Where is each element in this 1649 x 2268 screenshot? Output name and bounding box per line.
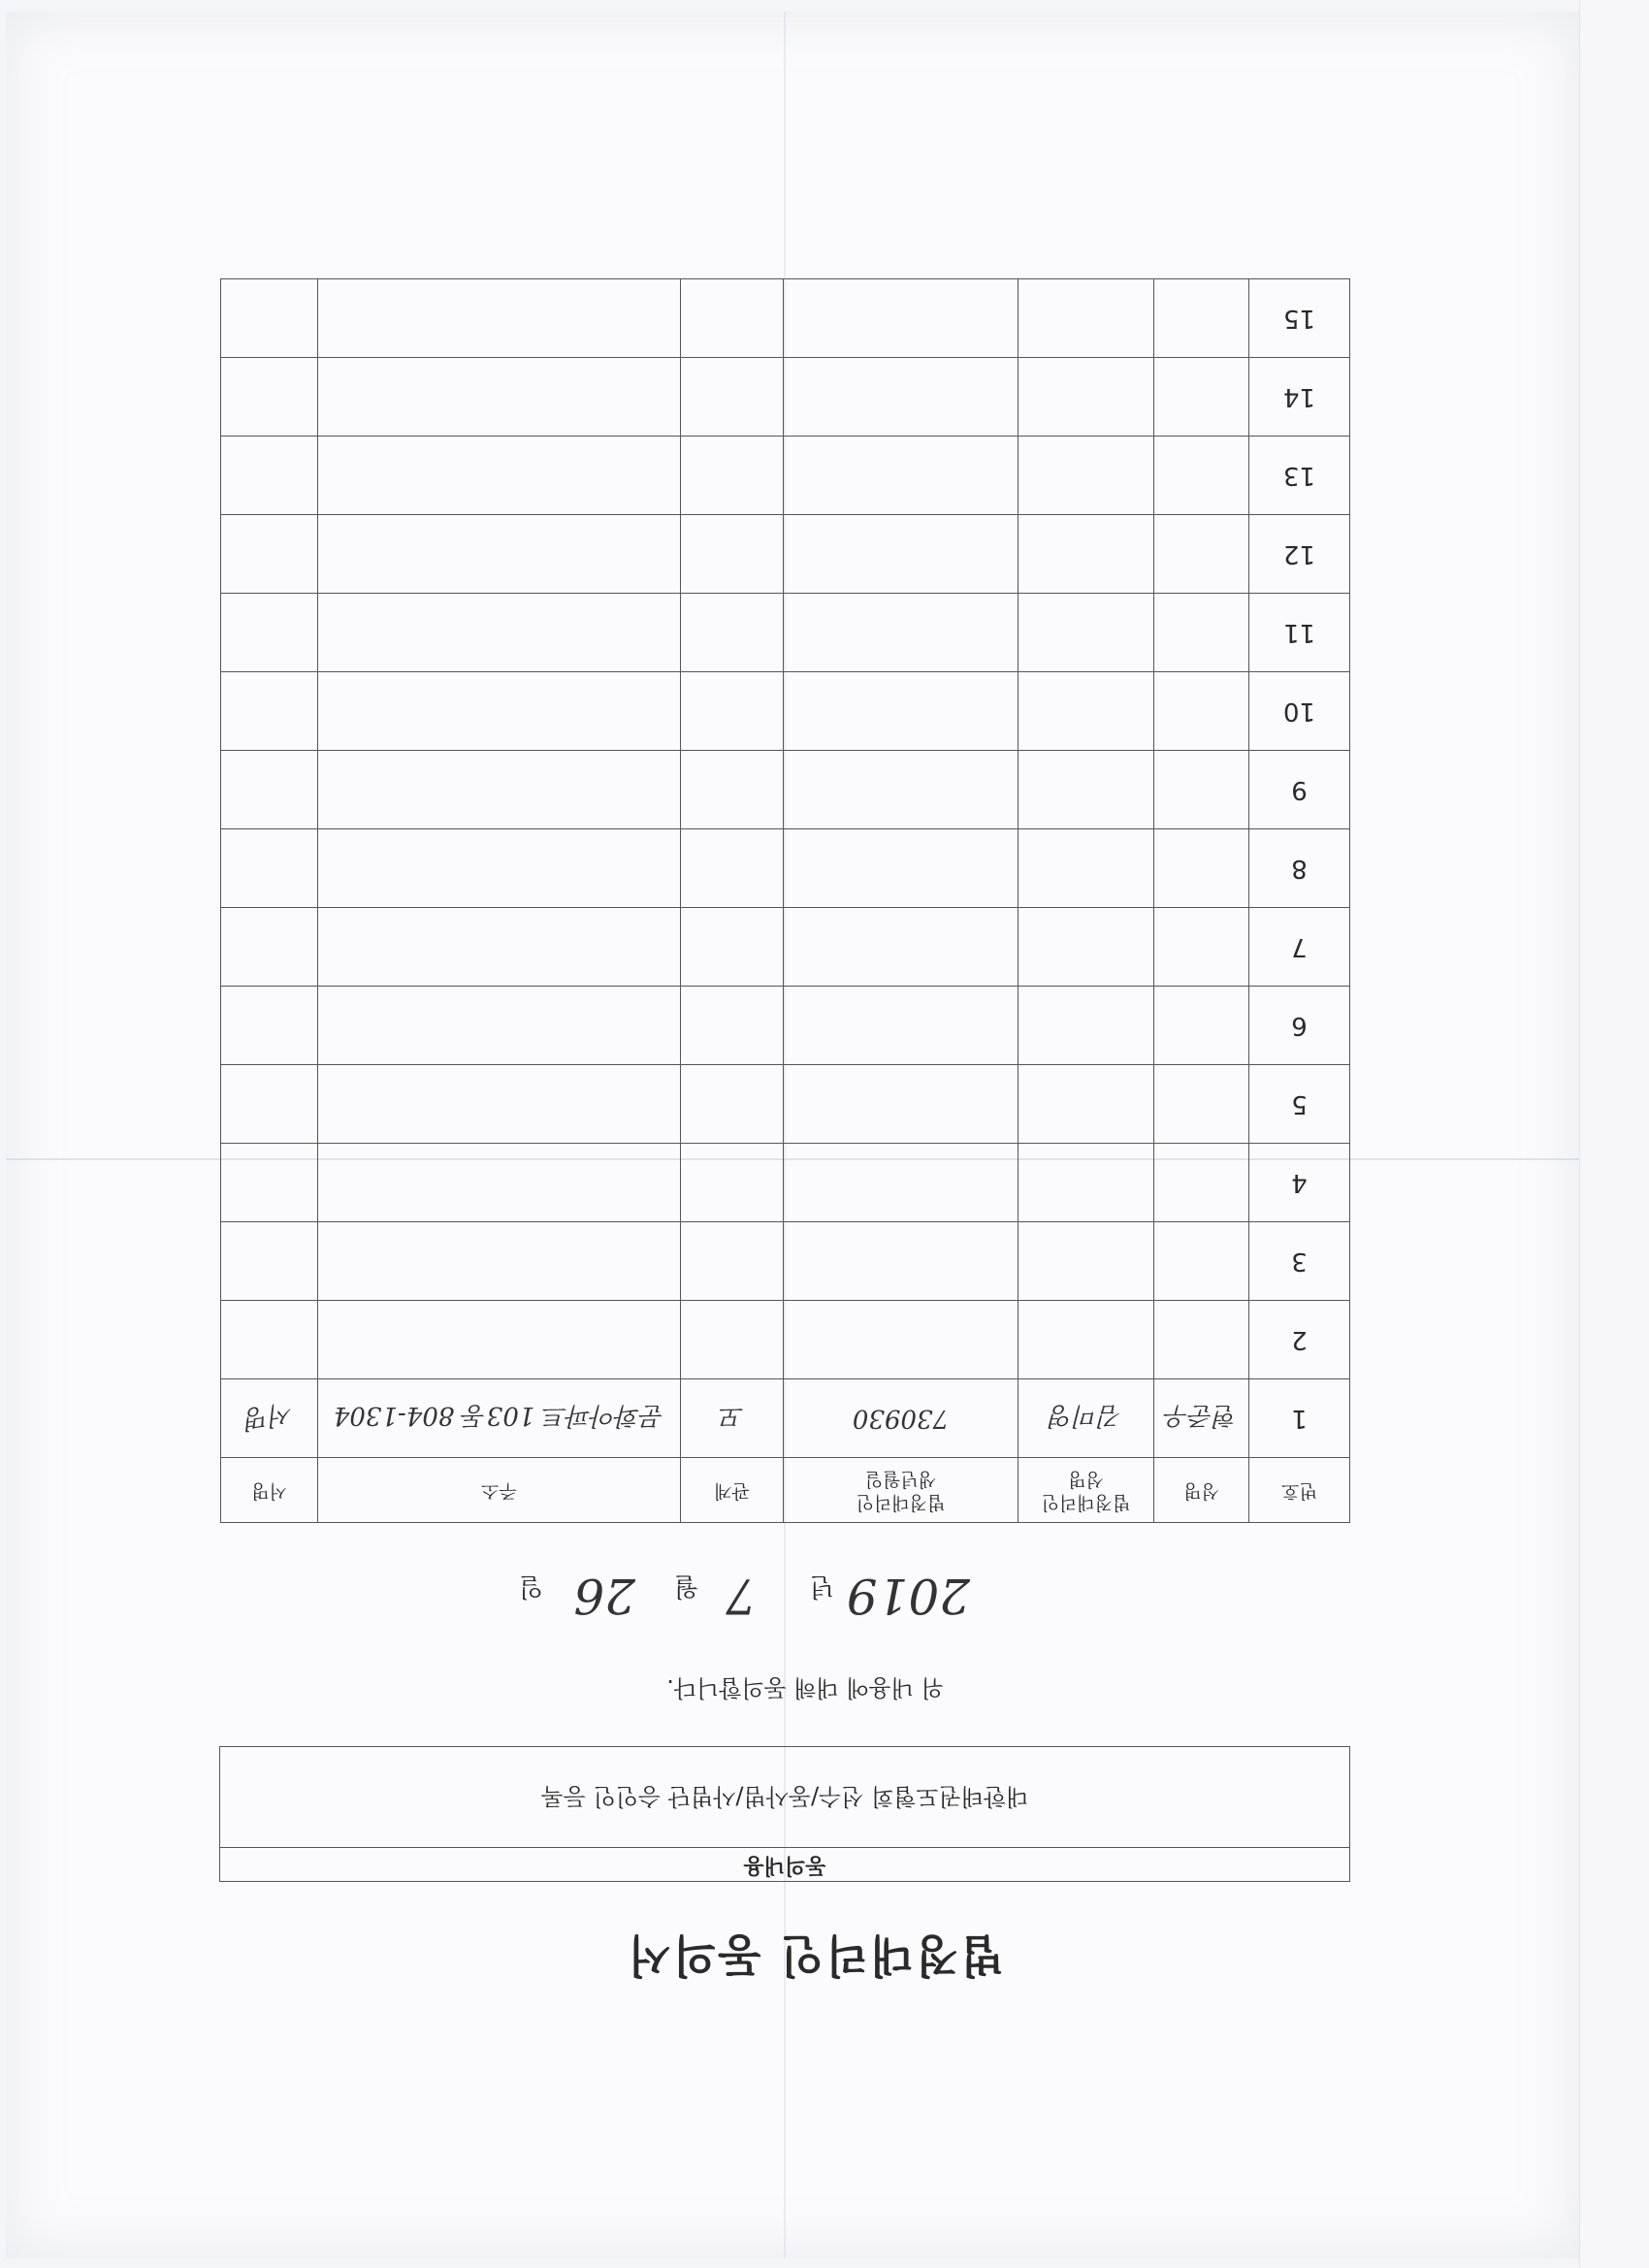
cell-relation xyxy=(681,1222,784,1301)
table-row xyxy=(221,437,1350,515)
cell-number: 6 xyxy=(1249,987,1350,1065)
table-row xyxy=(221,1379,1350,1458)
table-row xyxy=(221,908,1350,987)
cell-number: 3 xyxy=(1249,1222,1350,1301)
cell-name xyxy=(1154,751,1249,829)
cell-address xyxy=(318,515,681,594)
cell-address xyxy=(318,1144,681,1222)
cell-number: 11 xyxy=(1249,594,1350,672)
cell-number: 15 xyxy=(1249,279,1350,358)
consent-content-body: 대한태권도협회 선수/동사범/사범단 승인인 등록 xyxy=(540,1783,1029,1810)
date-month: 7 xyxy=(726,1568,757,1624)
cell-signature xyxy=(221,437,318,515)
cell-number: 4 xyxy=(1249,1144,1350,1222)
cell-address xyxy=(318,594,681,672)
table-row xyxy=(221,751,1350,829)
cell-number: 2 xyxy=(1249,1301,1350,1379)
table-header-row xyxy=(221,1458,1350,1523)
table-body xyxy=(221,279,1350,1458)
handwritten-signature: 서명 xyxy=(242,1398,296,1434)
cell-number: 7 xyxy=(1249,908,1350,987)
header-guardian-birthdate: 법정대리인 생년월일 xyxy=(784,1458,1018,1523)
cell-guardian-name xyxy=(1018,594,1154,672)
cell-name xyxy=(1154,437,1249,515)
cell-address xyxy=(318,908,681,987)
header-guardian-name: 법정대리인 성명 xyxy=(1018,1458,1154,1523)
cell-relation xyxy=(681,594,784,672)
cell-guardian-birthdate xyxy=(784,1144,1018,1222)
cell-relation xyxy=(681,829,784,908)
cell-guardian-name xyxy=(1018,908,1154,987)
cell-guardian-birthdate xyxy=(784,1065,1018,1144)
cell-guardian-name xyxy=(1018,987,1154,1065)
cell-number: 8 xyxy=(1249,829,1350,908)
cell-name xyxy=(1154,515,1249,594)
header-address: 주소 xyxy=(318,1458,681,1523)
cell-address xyxy=(318,829,681,908)
cell-address xyxy=(318,437,681,515)
cell-guardian-birthdate xyxy=(784,829,1018,908)
cell-signature xyxy=(221,279,318,358)
cell-guardian-birthdate xyxy=(784,515,1018,594)
table-row xyxy=(221,594,1350,672)
date-month-suffix: 월 xyxy=(673,1571,698,1601)
agreement-statement: 위 내용에 대해 동의합니다. xyxy=(666,1674,944,1701)
cell-signature xyxy=(221,987,318,1065)
header-number: 번호 xyxy=(1249,1458,1350,1523)
cell-guardian-birthdate xyxy=(784,672,1018,751)
document-title: 법정대리인 동의서 xyxy=(626,1929,1004,1982)
cell-name xyxy=(1154,1144,1249,1222)
date-day: 26 xyxy=(573,1568,635,1624)
cell-name xyxy=(1154,358,1249,437)
cell-guardian-name xyxy=(1018,751,1154,829)
table-row xyxy=(221,987,1350,1065)
cell-guardian-birthdate xyxy=(784,908,1018,987)
cell-number: 13 xyxy=(1249,437,1350,515)
cell-name xyxy=(1154,1222,1249,1301)
cell-address xyxy=(318,987,681,1065)
cell-relation xyxy=(681,987,784,1065)
cell-name xyxy=(1154,908,1249,987)
cell-guardian-birthdate xyxy=(784,594,1018,672)
cell-guardian-name xyxy=(1018,1144,1154,1222)
cell-guardian-birthdate: 730930 xyxy=(784,1379,1018,1458)
cell-signature xyxy=(221,515,318,594)
cell-relation xyxy=(681,1144,784,1222)
cell-address xyxy=(318,751,681,829)
cell-relation xyxy=(681,279,784,358)
cell-guardian-name xyxy=(1018,672,1154,751)
cell-guardian-name xyxy=(1018,1065,1154,1144)
cell-name xyxy=(1154,279,1249,358)
cell-signature xyxy=(221,672,318,751)
cell-relation xyxy=(681,437,784,515)
cell-relation xyxy=(681,358,784,437)
cell-relation xyxy=(681,1301,784,1379)
cell-number: 5 xyxy=(1249,1065,1350,1144)
header-signature: 서명 xyxy=(221,1458,318,1523)
cell-signature xyxy=(221,1379,318,1458)
consent-content-box xyxy=(219,1746,1350,1882)
cell-name xyxy=(1154,594,1249,672)
cell-name xyxy=(1154,1301,1249,1379)
cell-signature xyxy=(221,1065,318,1144)
cell-signature xyxy=(221,908,318,987)
cell-signature xyxy=(221,829,318,908)
guardian-table xyxy=(220,278,1350,1523)
table-row xyxy=(221,829,1350,908)
cell-guardian-name: 김미영 xyxy=(1018,1379,1154,1458)
cell-signature xyxy=(221,1301,318,1379)
table-row xyxy=(221,672,1350,751)
header-relation: 관계 xyxy=(681,1458,784,1523)
cell-guardian-birthdate xyxy=(784,987,1018,1065)
header-name: 성명 xyxy=(1154,1458,1249,1523)
table-row xyxy=(221,1065,1350,1144)
cell-address xyxy=(318,279,681,358)
signing-date xyxy=(446,1566,970,1624)
cell-relation xyxy=(681,515,784,594)
date-day-suffix: 일 xyxy=(518,1571,543,1601)
cell-address xyxy=(318,1222,681,1301)
table-row xyxy=(221,1222,1350,1301)
cell-name xyxy=(1154,987,1249,1065)
cell-guardian-name xyxy=(1018,1222,1154,1301)
cell-guardian-name xyxy=(1018,1301,1154,1379)
cell-guardian-birthdate xyxy=(784,751,1018,829)
cell-address: 문화아파트 103동 804-1304 xyxy=(318,1379,681,1458)
cell-signature xyxy=(221,1144,318,1222)
consent-content-header: 동의내용 xyxy=(220,1847,1349,1881)
cell-name xyxy=(1154,672,1249,751)
cell-address xyxy=(318,1301,681,1379)
cell-relation xyxy=(681,672,784,751)
cell-relation xyxy=(681,751,784,829)
cell-address xyxy=(318,358,681,437)
cell-number: 12 xyxy=(1249,515,1350,594)
cell-name xyxy=(1154,1065,1249,1144)
cell-signature xyxy=(221,594,318,672)
cell-guardian-name xyxy=(1018,515,1154,594)
cell-guardian-name xyxy=(1018,358,1154,437)
cell-signature xyxy=(221,1222,318,1301)
cell-guardian-birthdate xyxy=(784,437,1018,515)
cell-signature xyxy=(221,358,318,437)
cell-guardian-birthdate xyxy=(784,1301,1018,1379)
cell-guardian-name xyxy=(1018,437,1154,515)
cell-address xyxy=(318,1065,681,1144)
cell-relation xyxy=(681,1065,784,1144)
table-row xyxy=(221,515,1350,594)
cell-relation xyxy=(681,908,784,987)
cell-guardian-birthdate xyxy=(784,358,1018,437)
cell-guardian-name xyxy=(1018,829,1154,908)
cell-number: 10 xyxy=(1249,672,1350,751)
date-year: 2019 xyxy=(846,1568,970,1624)
cell-signature xyxy=(221,751,318,829)
cell-number: 1 xyxy=(1249,1379,1350,1458)
table-row xyxy=(221,1144,1350,1222)
date-year-suffix: 년 xyxy=(809,1571,834,1601)
cell-number: 14 xyxy=(1249,358,1350,437)
table-row xyxy=(221,279,1350,358)
cell-relation: 모 xyxy=(681,1379,784,1458)
cell-name xyxy=(1154,829,1249,908)
cell-guardian-name xyxy=(1018,279,1154,358)
cell-guardian-birthdate xyxy=(784,1222,1018,1301)
table-row xyxy=(221,358,1350,437)
cell-address xyxy=(318,672,681,751)
cell-guardian-birthdate xyxy=(784,279,1018,358)
table-row xyxy=(221,1301,1350,1379)
cell-number: 9 xyxy=(1249,751,1350,829)
cell-name: 현준우 xyxy=(1154,1379,1249,1458)
